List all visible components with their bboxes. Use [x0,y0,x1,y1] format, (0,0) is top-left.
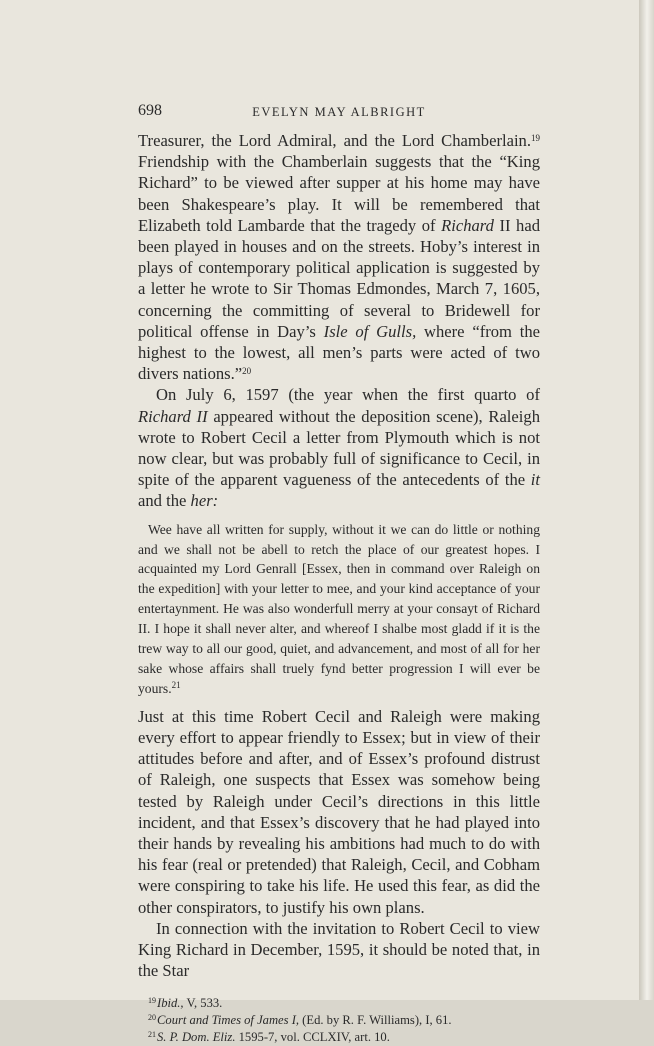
italic-word: it [530,470,540,490]
paragraph-3: Just at this time Robert Cecil and Raleigh were making every effort to appear friendly to Essex; but in view of their attitudes before and after, and of Essex’s profound distrust of Raleigh, one suspects that Essex was somehow being tested by Raleigh under Cecil’s directions in this little incident, and that Essex’s discovery that he had played into their hands by revealing his ambitions had much to do with his fear (real or pretended) that Raleigh, Cecil, and Cobham were conspiring to take his life. He used this fear, as did the other conspirators, to justify his own plans. [138,706,540,917]
footnote [148,995,540,1012]
paragraph-1 [138,130,540,384]
page-number: 698 [138,102,162,119]
footnote-ref-21: 21 [171,679,181,690]
footnote-source: Court and Times of James I, [157,1013,300,1028]
text-run: where “from the highest to the lowest, all men’s parts were acted of two divers nations.” [138,321,540,384]
italic-word: her: [190,491,219,511]
quote-text: Wee have all written for supply, without it we can do little or nothing and we shall not be abell to retch the place of our greatest hopes. I acquainted my Lord Genrall [Essex, then in command over Raleigh on the expedition] with your letter to mee, and your kind acceptance of your entertaynment. He was also wonderfull merry at your consayt of Richard II. I hope it shall never alter, and whereof I shalbe most gladd if it is the trew way to all our good, quiet, and advancement, and most of all for her sake whose affairs shall truely fynd better progression I will ever be yours. [138,521,540,696]
footnote-ref-20: 20 [242,366,252,377]
text-run: II had been played in houses and on the streets. Hoby’s interest in plays of contemporary political application is suggested by a letter he wrote to Sir Thomas Edmondes, March 7, 1605, concerning the committing of several to Bridewell for political offense in Day’s [138,215,540,341]
footnote-text: V, 533. [183,996,223,1011]
footnote-number: 20 [148,1013,156,1023]
paragraph-4: In connection with the invitation to Robert Cecil to view King Richard in December, 1595, it should be noted that, in the Star [138,918,540,981]
page-header [138,102,540,124]
text-run: and the [138,491,191,511]
page-edge [640,0,654,1000]
footnote-number: 21 [148,1030,156,1040]
footnote-number: 19 [148,996,156,1006]
block-quote [138,520,540,699]
footnote [148,1012,540,1029]
italic-title: Richard II [138,406,208,426]
footnote-source: S. P. Dom. Eliz. [157,1030,236,1045]
footnote-text: 1595-7, vol. CCLXIV, art. 10. [235,1030,390,1045]
footnote-source: Ibid., [157,996,184,1011]
text-run: Friendship with the Chamberlain suggests that the “King Richard” to be viewed after supper at his home may have been Shakespeare’s play. It will be remembered that Elizabeth told Lambarde that the tragedy of [138,152,540,235]
running-head: EVELYN MAY ALBRIGHT [252,105,426,119]
text-run: appeared without the deposition scene), Raleigh wrote to Robert Cecil a letter from Plymouth which is not now clear, but was probably full of significance to Cecil, in spite of the apparent vagueness of the antecedents of the [138,406,540,490]
paragraph-2 [138,384,540,511]
footnote [148,1029,540,1046]
text-run: On July 6, 1597 (the year when the first quarto of [156,385,540,405]
text-run: Treasurer, the Lord Admiral, and the Lord Chamberlain. [138,131,531,150]
italic-title: Isle of Gulls, [323,321,417,341]
footnote-text: (Ed. by R. F. Williams), I, 61. [299,1013,452,1028]
footnote-ref-19: 19 [531,133,540,143]
main-text [138,130,540,1046]
italic-title: Richard [441,215,494,235]
footnotes [138,995,540,1046]
